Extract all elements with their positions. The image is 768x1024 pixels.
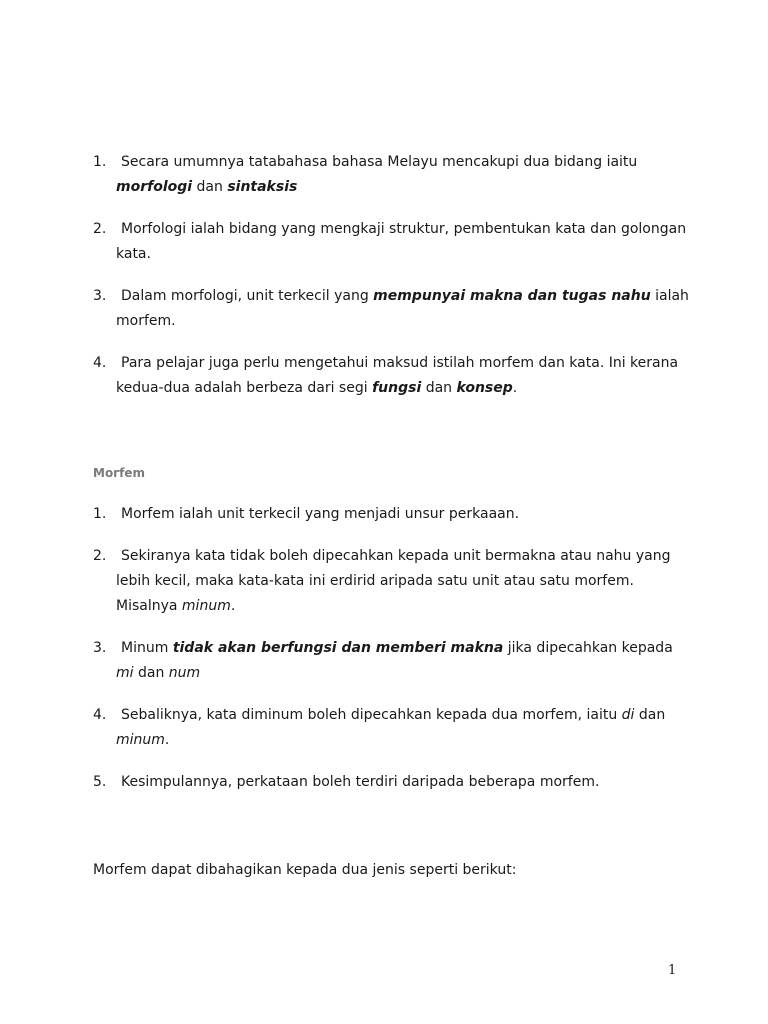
text-run: ialah morfem. (116, 288, 689, 329)
list-number: 3. (93, 640, 107, 656)
list-number: 4. (93, 355, 107, 371)
emphasis-text: num (168, 665, 201, 681)
list-item-text (116, 217, 693, 267)
list-item-text (116, 351, 693, 401)
text-run: . (512, 380, 518, 396)
emphasis-text: mempunyai makna dan tugas nahu (373, 288, 651, 304)
emphasis-text: morfologi (116, 179, 193, 195)
text-run: jika dipecahkan kepada (503, 640, 673, 656)
text-run: Dalam morfologi, unit terkecil yang (121, 288, 374, 304)
list-item (93, 284, 693, 334)
list-item-text (116, 636, 693, 686)
page-number: 1 (668, 963, 677, 978)
emphasis-text: tidak akan berfungsi dan memberi makna (172, 640, 504, 656)
list-number: 2. (93, 221, 107, 237)
section-heading-morfem: Morfem (93, 466, 145, 480)
text-run: . (164, 732, 170, 748)
list-item (93, 770, 693, 795)
text-run: Kesimpulannya, perkataan boleh terdiri daripada beberapa morfem. (121, 774, 600, 790)
morfem-list (93, 502, 693, 795)
text-run: Para pelajar juga perlu mengetahui maksud istilah morfem dan kata. Ini kerana kedua-dua adalah berbeza dari segi (116, 355, 679, 396)
list-item (93, 544, 693, 619)
text-run: Morfem ialah unit terkecil yang menjadi unsur perkaaan. (121, 506, 520, 522)
emphasis-text: mi (116, 665, 134, 681)
text-run: Morfologi ialah bidang yang mengkaji struktur, pembentukan kata dan golongan kata. (116, 221, 687, 262)
list-item (93, 150, 693, 200)
text-run: dan (421, 380, 457, 396)
list-item (93, 502, 693, 527)
intro-list (93, 150, 693, 401)
text-run: dan (192, 179, 228, 195)
list-item (93, 217, 693, 267)
emphasis-text: fungsi (372, 380, 422, 396)
list-number: 3. (93, 288, 107, 304)
list-number: 1. (93, 506, 107, 522)
list-item-text (116, 770, 693, 795)
closing-paragraph: Morfem dapat dibahagikan kepada dua jenis seperti berikut: (93, 862, 517, 878)
text-run: dan (133, 665, 169, 681)
emphasis-text: di (621, 707, 635, 723)
list-item-text (116, 703, 693, 753)
text-run: dan (634, 707, 666, 723)
emphasis-text: minum (181, 598, 231, 614)
text-run: Secara umumnya tatabahasa bahasa Melayu mencakupi dua bidang iaitu (121, 154, 638, 170)
list-number: 2. (93, 548, 107, 564)
list-item-text (116, 502, 693, 527)
list-item-text (116, 150, 693, 200)
list-number: 4. (93, 707, 107, 723)
list-number: 5. (93, 774, 107, 790)
text-run: . (230, 598, 236, 614)
list-item (93, 703, 693, 753)
list-number: 1. (93, 154, 107, 170)
emphasis-text: minum (116, 732, 165, 748)
emphasis-text: konsep (456, 380, 513, 396)
emphasis-text: sintaksis (227, 179, 298, 195)
list-item-text (116, 544, 693, 619)
list-item (93, 636, 693, 686)
list-item-text (116, 284, 693, 334)
text-run: Sebaliknya, kata diminum boleh dipecahkan kepada dua morfem, iaitu (121, 707, 622, 723)
list-item (93, 351, 693, 401)
text-run: Sekiranya kata tidak boleh dipecahkan kepada unit bermakna atau nahu yang lebih kecil, maka kata-kata ini erdirid aripada satu unit atau satu morfem. Misalnya (116, 548, 671, 614)
text-run: Minum (121, 640, 173, 656)
